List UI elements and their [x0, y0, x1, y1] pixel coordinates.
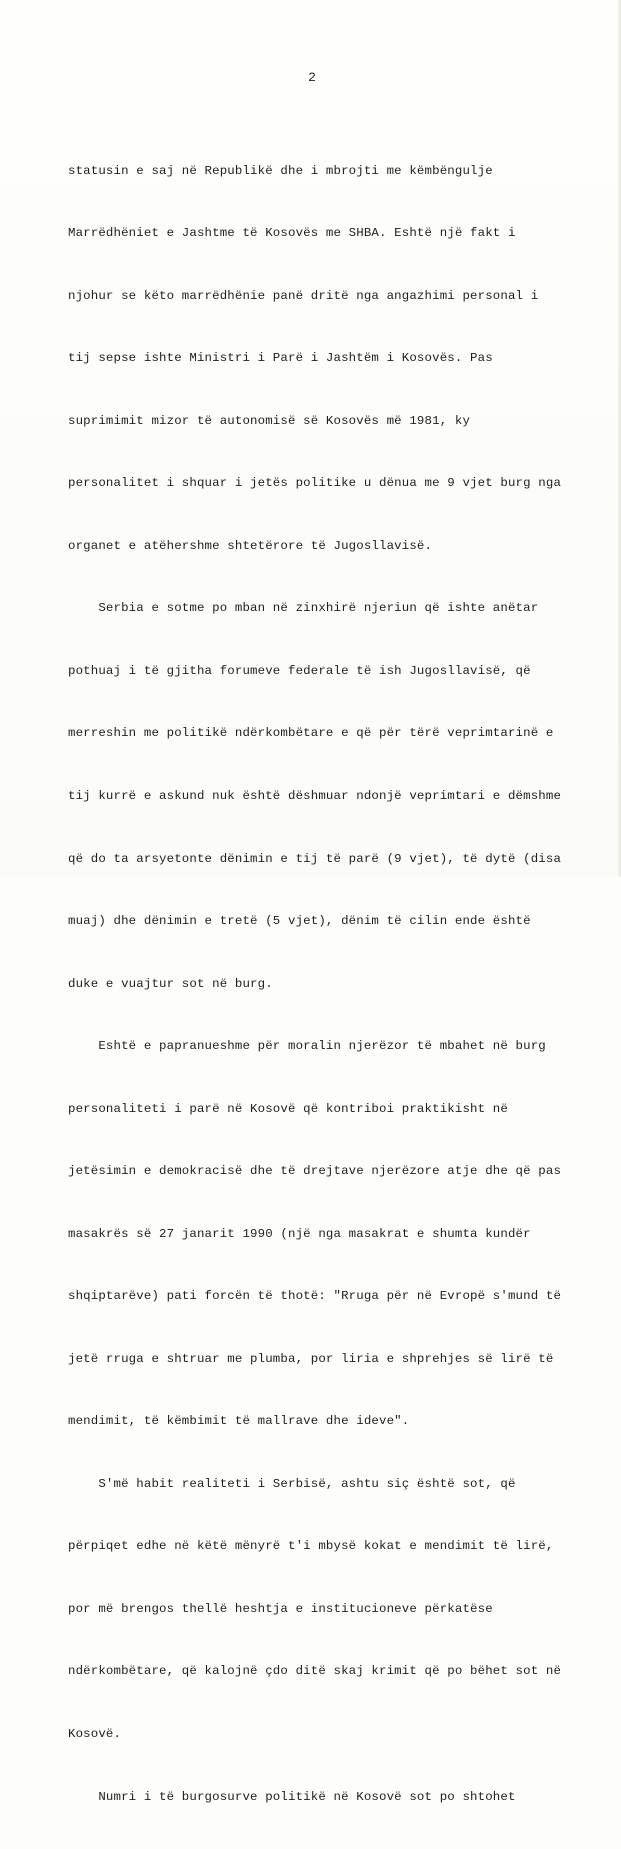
- text-line: statusin e saj në Republikë dhe i mbrojti me këmbëngulje: [68, 163, 493, 178]
- text-line: por më brengos thellë heshtja e institucioneve përkatëse: [68, 1601, 493, 1616]
- text-line: përpiqet edhe në këtë mënyrë t'i mbysë kokat e mendimit të lirë,: [68, 1539, 554, 1554]
- text-line: njohur se këto marrëdhënie panë dritë nga angazhimi personal i: [68, 288, 539, 303]
- text-line: tij kurrë e askund nuk është dëshmuar ndonjë veprimtari e dëmshme: [68, 789, 562, 803]
- text-line: personalitet i shquar i jetës politike u dënua me 9 vjet burg nga: [68, 476, 562, 491]
- text-line: Eshtë e papranueshme për moralin njerëzor të mbahet në burg: [68, 1039, 546, 1054]
- text-line: duke e vuajtur sot në burg.: [68, 976, 273, 991]
- text-line: muaj) dhe dënimin e tretë (5 vjet), dënim të cilin ende është: [68, 914, 531, 929]
- text-line: Marrëdhëniet e Jashtme të Kosovës me SHBA. Eshtë një fakt i: [68, 226, 516, 241]
- text-line: personaliteti i parë në Kosovë që kontriboi praktikisht në: [68, 1101, 508, 1116]
- text-line: Serbia e sotme po mban në zinxhirë njeriun që ishte anëtar: [68, 601, 539, 616]
- text-line: Kosovë.: [68, 1726, 122, 1741]
- page-number: 2: [308, 70, 316, 85]
- text-line: jetësimin e demokracisë dhe të drejtave njerëzore atje dhe që pas: [68, 1164, 562, 1179]
- text-line: pothuaj i të gjitha forumeve federale të ish Jugosllavisë, që: [68, 663, 531, 678]
- text-line: shqiptarëve) pati forcën të thotë: "Rruga për në Evropë s'mund të: [68, 1289, 562, 1304]
- body-text: [68, 119, 588, 1849]
- text-line: jetë rruga e shtruar me plumba, por liria e shprehjes së lirë të: [68, 1351, 554, 1366]
- text-line: ndërkombëtare, që kalojnë çdo ditë skaj krimit që po bëhet sot në: [68, 1664, 562, 1679]
- text-line: Numri i të burgosurve politikë në Kosovë sot po shtohet: [68, 1789, 516, 1804]
- text-line: S'më habit realiteti i Serbisë, ashtu siç është sot, që: [68, 1476, 516, 1491]
- text-line: që do ta arsyetonte dënimin e tij të parë (9 vjet), të dytë (disa: [68, 851, 562, 866]
- text-line: merreshin me politikë ndërkombëtare e që për tërë veprimtarinë e: [68, 726, 554, 741]
- text-line: suprimimit mizor të autonomisë së Kosovës më 1981, ky: [68, 413, 471, 428]
- text-line: tij sepse ishte Ministri i Parë i Jashtëm i Kosovës. Pas: [68, 351, 493, 366]
- text-line: organet e atëhershme shtetërore të Jugosllavisë.: [68, 538, 433, 553]
- text-line: mendimit, të këmbimit të mallrave dhe ideve".: [68, 1414, 410, 1429]
- text-line: masakrës së 27 janarit 1990 (një nga masakrat e shumta kundër: [68, 1226, 531, 1241]
